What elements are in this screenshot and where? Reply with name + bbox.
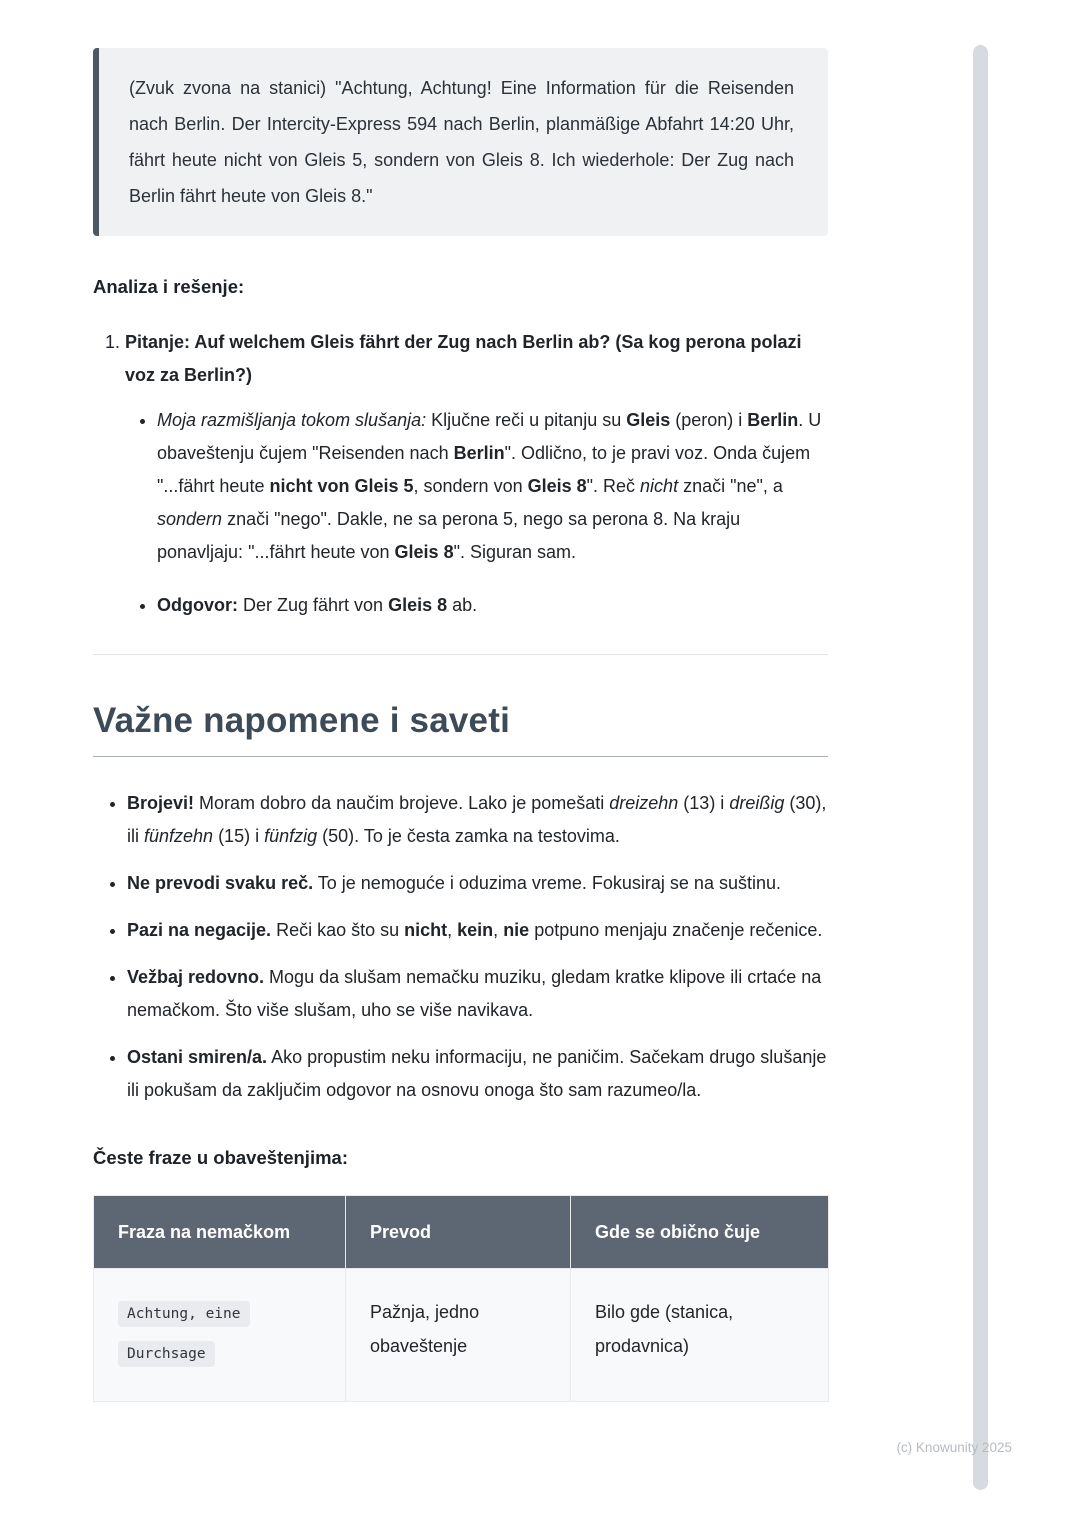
analysis-list [93,326,828,622]
table-header-row [94,1196,829,1269]
section-divider [93,654,828,655]
tip-item-negacije: • Pazi na negacije. Reči kao što su nicht, kein, nie potpuno menjaju značenje rečenice. [127,914,828,947]
scrollbar-thumb[interactable] [973,45,988,1490]
document-page [93,0,828,1402]
cell-where: Bilo gde (stanica, prodavnica) [571,1269,829,1402]
thoughts-item: • Moja razmišljanja tokom slušanja: Ključne reči u pitanju su Gleis (peron) i Berlin. U obaveštenju čujem "Reisenden nach Berlin". Odlično, to je pravi voz. Onda čujem "...fährt heute nicht von Gleis 5, sondern von Gleis 8". Reč nicht znači "ne", a sondern znači "nego". Dakle, ne sa perona 5, nego sa perona 8. Na kraju ponavljaju: "...fährt heute von Gleis 8". Siguran sam. [157,404,828,569]
analysis-sublist [125,404,828,622]
code-chip: Durchsage [118,1341,215,1367]
question-title: Pitanje: Auf welchem Gleis fährt der Zug nach Berlin ab? (Sa kog perona polazi voz za Berlin?) [125,332,802,385]
table-header-phrase: Fraza na nemačkom [94,1196,346,1269]
watermark: (c) Knowunity 2025 [896,1440,1012,1455]
code-chip: Achtung, eine [118,1301,250,1327]
phrases-heading: Česte fraze u obaveštenjima: [93,1147,348,1168]
cell-translation: Pažnja, jedno obaveštenje [346,1269,571,1402]
tips-list [93,787,828,1107]
analysis-item [125,326,828,622]
tip-item-ne-prevodi: • Ne prevodi svaku reč. To je nemoguće i oduzima vreme. Fokusiraj se na suštinu. [127,867,828,900]
tip-item-vezbaj: • Vežbaj redovno. Mogu da slušam nemačku muziku, gledam kratke klipove ili crtaće na nemačkom. Što više slušam, uho se više navikava. [127,961,828,1027]
answer-item: • Odgovor: Der Zug fährt von Gleis 8 ab. [157,589,828,622]
tip-item-smiren: • Ostani smiren/a. Ako propustim neku informaciju, ne paničim. Sačekam drugo slušanje ili pokušam da zaključim odgovor na osnovu onoga što sam razumeo/la. [127,1041,828,1107]
table-header-where: Gde se obično čuje [571,1196,829,1269]
cell-phrase [94,1269,346,1402]
table-row [94,1269,829,1402]
announcement-blockquote [93,48,828,236]
tip-item-brojevi: • Brojevi! Moram dobro da naučim brojeve. Lako je pomešati dreizehn (13) i dreißig (30), ili fünfzehn (15) i fünfzig (50). To je česta zamka na testovima. [127,787,828,853]
table-header-translation: Prevod [346,1196,571,1269]
analysis-heading: Analiza i rešenje: [93,276,245,297]
section-title: Važne napomene i saveti [93,701,828,757]
announcement-text: (Zvuk zvona na stanici) "Achtung, Achtung! Eine Information für die Reisenden nach Berlin. Der Intercity-Express 594 nach Berlin, planmäßige Abfahrt 14:20 Uhr, fährt heute nicht von Gleis 5, sondern von Gleis 8. Ich wiederhole: Der Zug nach Berlin fährt heute von Gleis 8." [129,78,794,206]
phrases-table [93,1195,829,1402]
